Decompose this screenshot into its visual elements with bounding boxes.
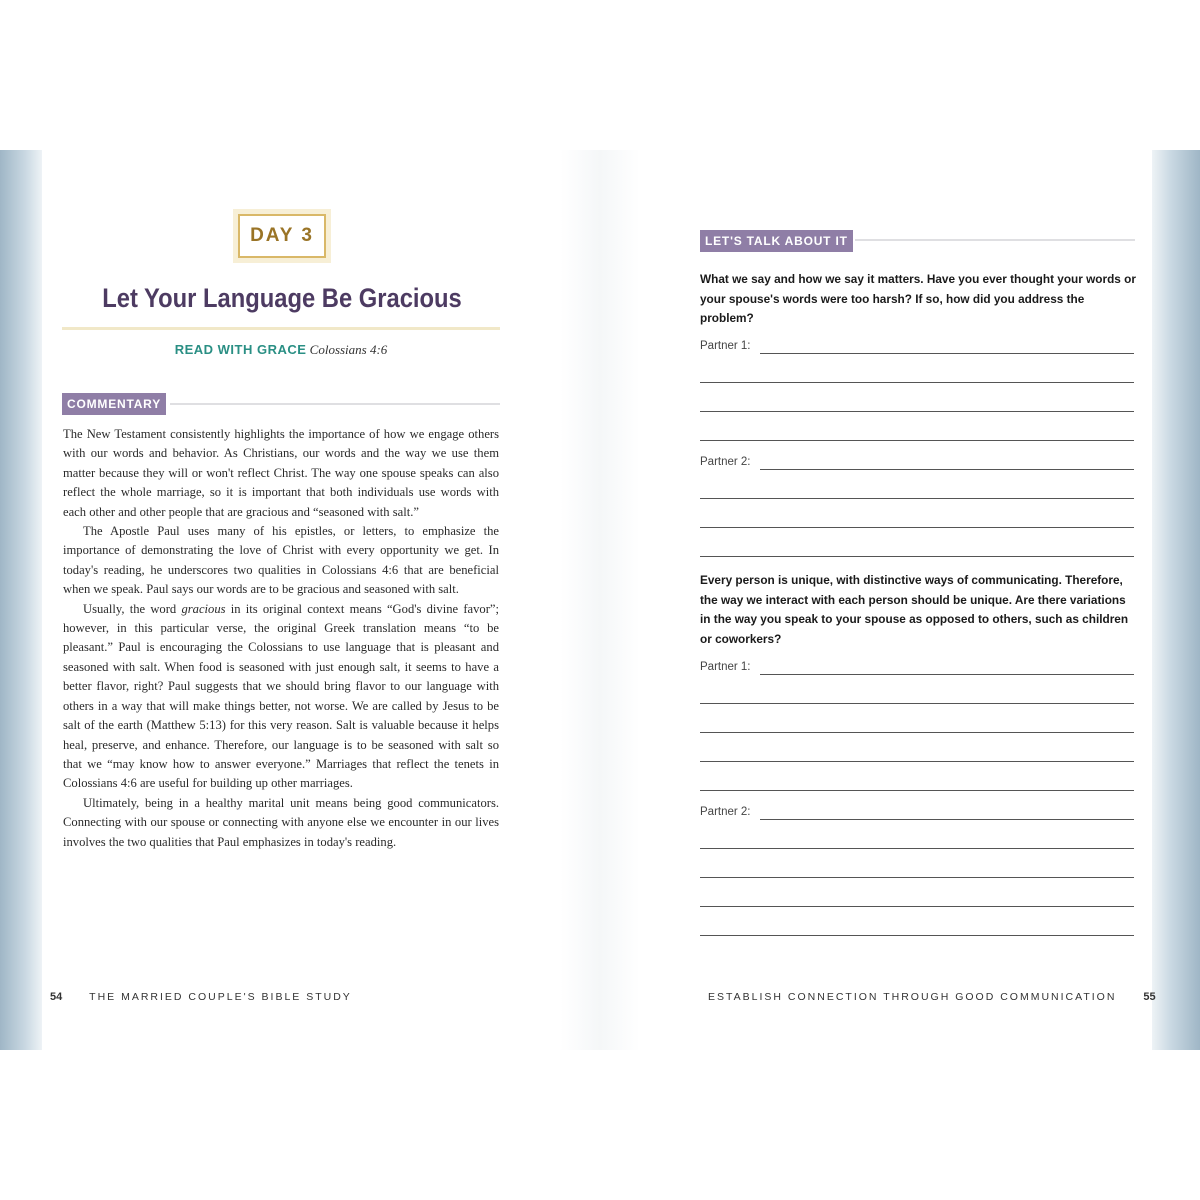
left-folio [50,991,352,1003]
partner-1-answer-line [700,661,1134,679]
day-label-box [238,214,326,258]
left-page-number: 54 [50,991,63,1003]
answer-line [700,761,1134,762]
answer-line [700,703,1134,704]
answer-line [700,732,1134,733]
day-label: DAY 3 [250,225,314,246]
answer-line [700,527,1134,528]
left-page-edge [0,150,42,1050]
commentary-tag: COMMENTARY [62,393,166,415]
paragraph-text: in its original context means “God's divine favor”; however, in this particular verse, the original Greek translation means “to be pleasant.” Paul is encouraging the Colossians to use language that is pleasant and seasoned with salt. When food is seasoned with just enough salt, it seems to have a better flavor, right? Paul suggests that we should bring flavor to our language with others in a way that will make things better, not worse. We are called by Jesus to be salt of the earth (Matthew 5:13) for this very reason. Salt is valuable because it helps heal, preserve, and enhance. Therefore, our language is to be seasoned with salt so that we “may know how to answer everyone.” Marriages that reflect the tenets in Colossians 4:6 are useful for building up other marriages. [63,601,499,791]
answer-line [700,877,1134,878]
answer-line [700,382,1134,383]
lets-talk-tag: LET'S TALK ABOUT IT [700,230,853,252]
commentary-paragraph: Ultimately, being in a healthy marital unit means being good communicators. Connecting with our spouse or connecting with anyone else we encounter in our lives involves the two qualities that Paul emphasizes in today's reading. [63,795,499,849]
right-running-head: ESTABLISH CONNECTION THROUGH GOOD COMMUNICATION [708,991,1117,1003]
commentary-paragraph [63,600,499,794]
discussion-question-2: Every person is unique, with distinctive ways of communicating. Therefore, the way we interact with each person should be unique. Are there variations in the way you speak to your spouse as opposed to others, such as children or coworkers? [700,573,1129,646]
left-running-head: THE MARRIED COUPLE'S BIBLE STUDY [89,991,352,1003]
title-divider [62,327,500,330]
partner-label: Partner 1: [700,340,751,352]
right-folio [708,991,1156,1003]
commentary-paragraph: The New Testament consistently highlights the importance of how we engage others with our words and behavior. As Christians, our words and the way we use them matter because they will or won't reflect Christ. The way one spouse speaks can also reflect the whole marriage, so it is important that both individuals use words with each other and other people that are gracious and “seasoned with salt.” [63,427,499,519]
partner-2-answer-line [700,456,1134,474]
answer-rule [760,469,1134,470]
answer-rule [760,353,1134,354]
book-spread [0,150,1200,1050]
scripture-reference: Colossians 4:6 [309,342,388,357]
partner-2-answer-line [700,806,1134,824]
answer-rule [760,674,1134,675]
answer-line [700,440,1134,441]
answer-rule [760,819,1134,820]
commentary-tag-rule [170,403,500,405]
read-with-grace-line [62,342,500,358]
right-page-edge [1152,150,1200,1050]
answer-line [700,790,1134,791]
partner-label: Partner 2: [700,456,751,468]
answer-line [700,906,1134,907]
italic-word: gracious [181,601,226,616]
answer-line [700,935,1134,936]
page-title: Let Your Language Be Gracious [102,283,462,313]
answer-line [700,498,1134,499]
book-gutter [560,150,640,1050]
partner-1-answer-line [700,340,1134,358]
commentary-paragraph: The Apostle Paul uses many of his epistles, or letters, to emphasize the importance of demonstrating the love of Christ with every opportunity we get. In today's reading, he underscores two qualities in Colossians 4:6 that are beneficial when we speak. Paul says our words are to be gracious and seasoned with salt. [63,524,499,597]
commentary-body [63,425,499,852]
lets-talk-tag-rule [855,239,1135,241]
answer-line [700,411,1134,412]
paragraph-text: Usually, the word [83,601,182,616]
partner-label: Partner 2: [700,806,751,818]
discussion-question-1: What we say and how we say it matters. Have you ever thought your words or your spouse's words were too harsh? If so, how did you address the problem? [700,272,1136,325]
partner-label: Partner 1: [700,661,751,673]
answer-line [700,848,1134,849]
answer-line [700,556,1134,557]
read-label: READ WITH GRACE [174,342,307,357]
right-page-number: 55 [1143,991,1156,1003]
